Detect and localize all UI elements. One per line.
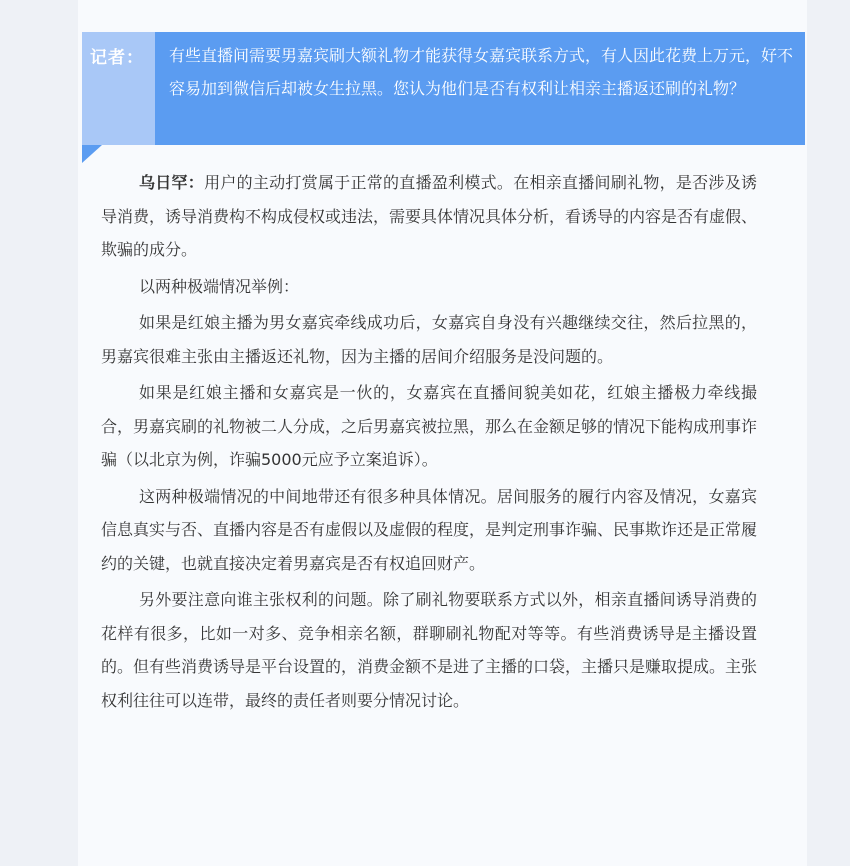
speaker-name: 乌日罕：: [139, 173, 205, 192]
question-label: 记者：: [90, 48, 144, 68]
answer-paragraph-6: 另外要注意向谁主张权利的问题。除了刷礼物要联系方式以外，相亲直播间诱导消费的花样有很多，比如一对多、竞争相亲名额，群聊刷礼物配对等等。有些消费诱导是主播设置的。但有些消费诱导是平台设置的，消费金额不是进了主播的口袋，主播只是赚取提成。主张权利往往可以连带，最终的责任者则要分情况讨论。: [101, 590, 758, 710]
answer-paragraph-1-text: 用户的主动打赏属于正常的直播盈利模式。在相亲直播间刷礼物，是否涉及诱导消费，诱导消费构不构成侵权或违法，需要具体情况具体分析，看诱导的内容是否有虚假、欺骗的成分。: [101, 173, 758, 259]
answer-block: [101, 166, 757, 720]
answer-paragraph-2: 以两种极端情况举例：: [139, 276, 300, 296]
question-callout-tail: [82, 145, 102, 163]
question-block: [82, 32, 805, 145]
answer-paragraph-1: [101, 166, 757, 267]
answer-paragraph-3: 如果是红娘主播为男女嘉宾牵线成功后，女嘉宾自身没有兴趣继续交往，然后拉黑的，男嘉宾很难主张由主播返还礼物，因为主播的居间介绍服务是没问题的。: [101, 313, 757, 366]
answer-paragraph-5: 这两种极端情况的中间地带还有很多种具体情况。居间服务的履行内容及情况，女嘉宾信息真实与否、直播内容是否有虚假以及虚假的程度，是判定刑事诈骗、民事欺诈还是正常履约的关键，也就直接决定着男嘉宾是否有权追回财产。: [101, 486, 758, 573]
question-label-box: [82, 32, 155, 145]
question-text-box: [155, 32, 805, 145]
question-text: 有些直播间需要男嘉宾刷大额礼物才能获得女嘉宾联系方式，有人因此花费上万元，好不容易加到微信后却被女生拉黑。您认为他们是否有权利让相亲主播返还刷的礼物？: [169, 46, 794, 98]
answer-paragraph-4: 如果是红娘主播和女嘉宾是一伙的，女嘉宾在直播间貌美如花，红娘主播极力牵线撮合，男嘉宾刷的礼物被二人分成，之后男嘉宾被拉黑，那么在金额足够的情况下能构成刑事诈骗（以北京为例，诈骗5000元应予立案追诉）。: [101, 383, 758, 469]
